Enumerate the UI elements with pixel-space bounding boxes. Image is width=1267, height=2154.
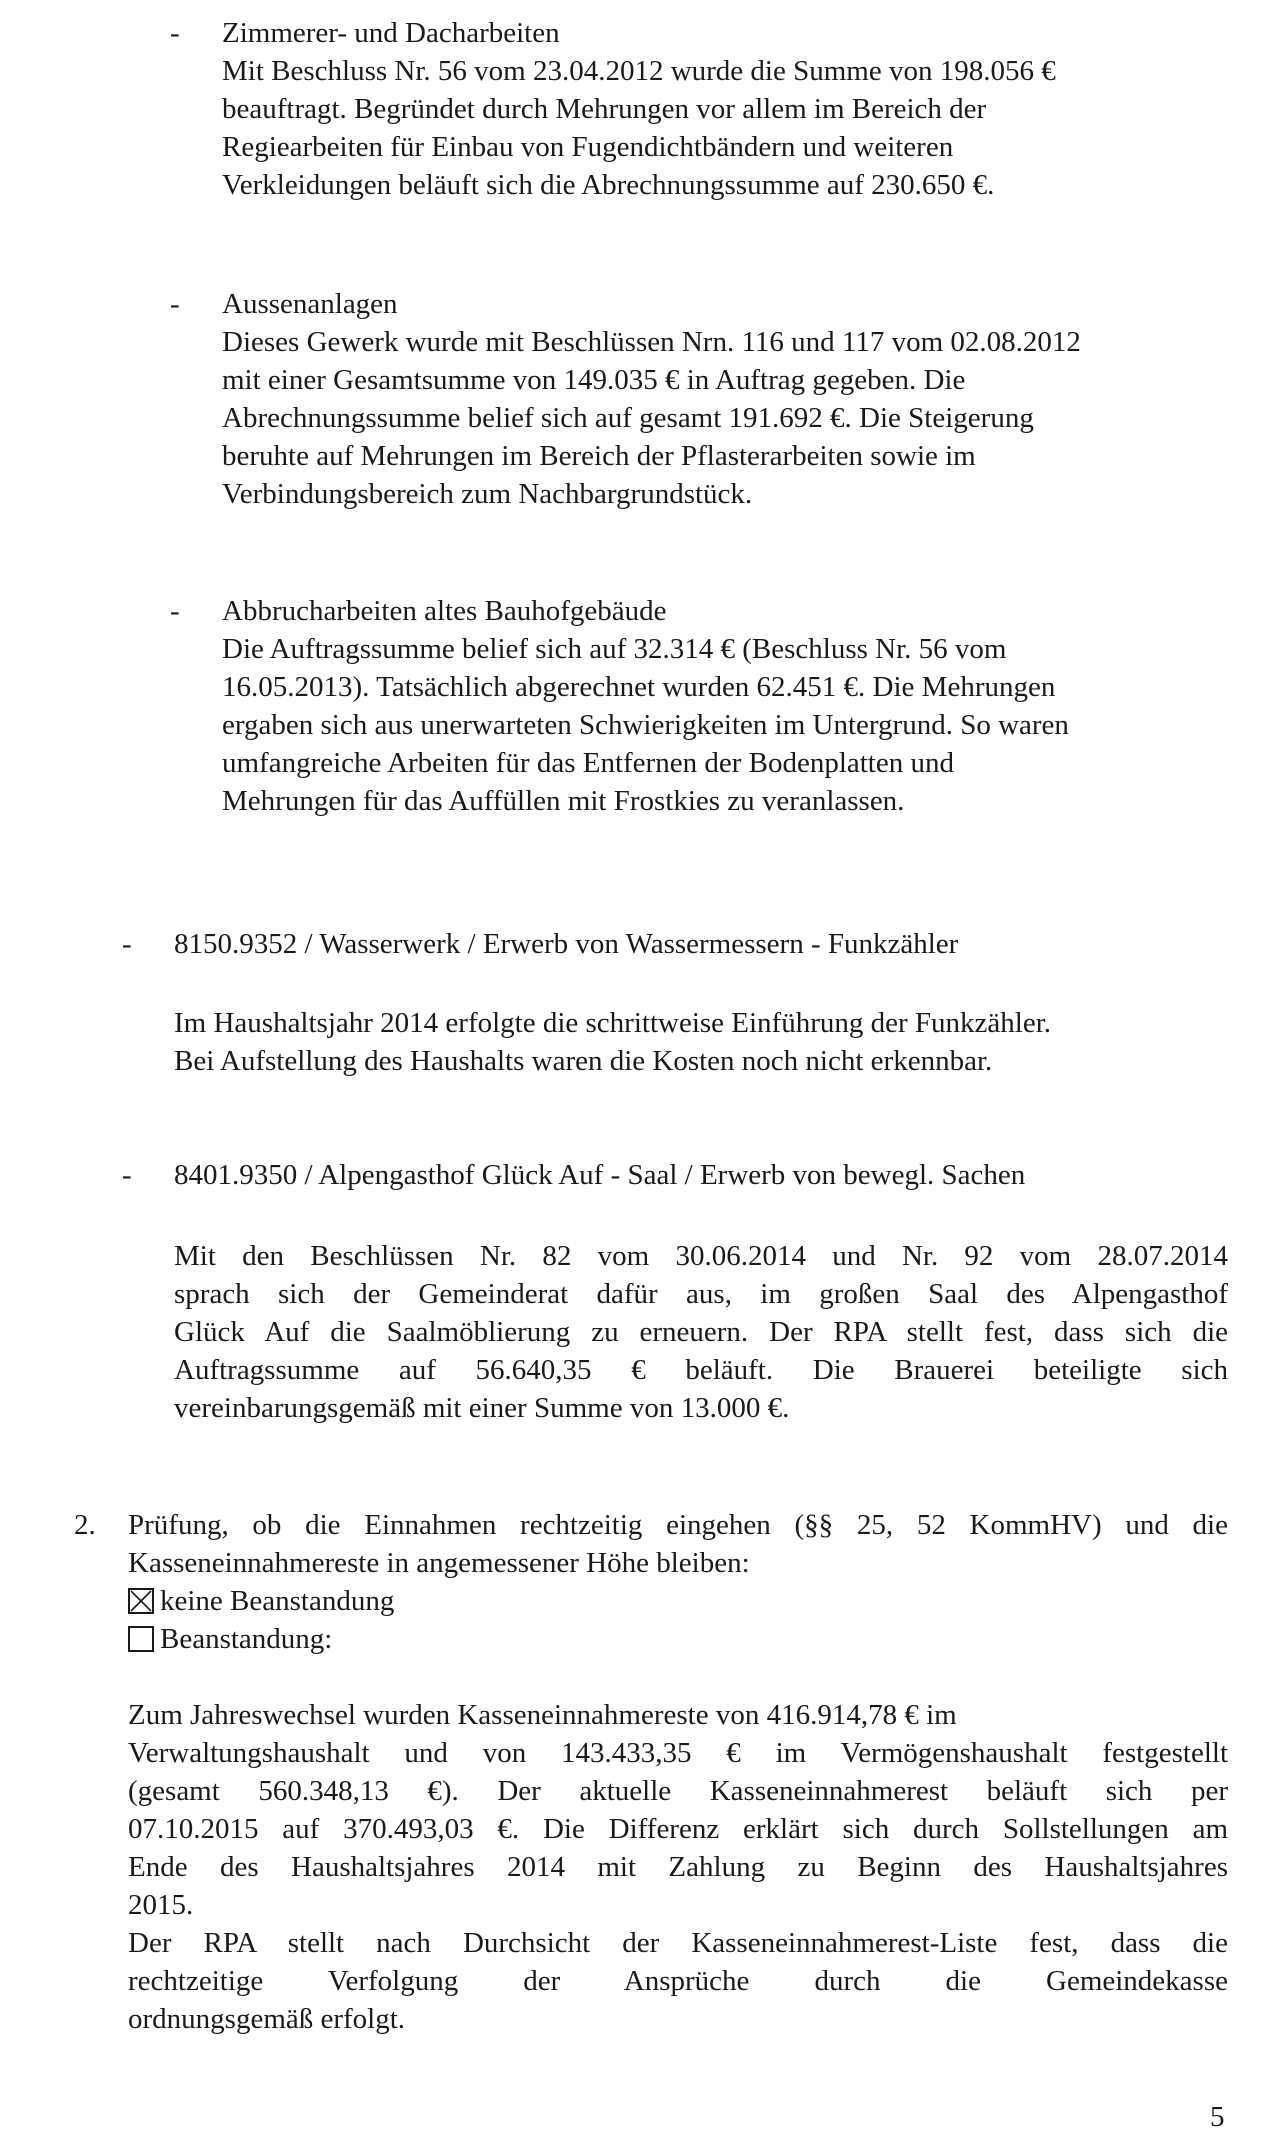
item-abbrucharbeiten xyxy=(222,592,1192,820)
text-line: Abrechnungssumme belief sich auf gesamt 191.692 €. Die Steigerung xyxy=(222,402,1034,434)
text-line: Prüfung, ob die Einnahmen rechtzeitig eingehen (§§ 25, 52 KommHV) und die xyxy=(128,1509,1228,1541)
text-line: Im Haushaltsjahr 2014 erfolgte die schrittweise Einführung der Funkzähler. xyxy=(174,1007,1052,1039)
option-no-complaint[interactable] xyxy=(128,1582,728,1620)
option-label: Beanstandung: xyxy=(160,1623,333,1655)
text-line: ergaben sich aus unerwarteten Schwierigkeiten im Untergrund. So waren xyxy=(222,709,1069,741)
section-number: 2. xyxy=(74,1509,96,1541)
bullet-dash: - xyxy=(122,1159,132,1191)
item-aussenanlagen xyxy=(222,285,1192,513)
text-line: vereinbarungsgemäß mit einer Summe von 13.000 €. xyxy=(174,1392,790,1424)
section2-paragraph-1 xyxy=(128,1696,1228,1924)
item-wasserwerk-heading xyxy=(174,925,1174,963)
text-line: rechtzeitige Verfolgung der Ansprüche durch die Gemeindekasse xyxy=(128,1965,1228,1997)
option-complaint[interactable] xyxy=(128,1620,728,1658)
text-line: 2015. xyxy=(128,1889,194,1921)
item-title: Zimmerer- und Dacharbeiten xyxy=(222,17,560,49)
item-title: Aussenanlagen xyxy=(222,288,398,320)
item-alpengasthof-heading xyxy=(174,1156,1224,1194)
option-label: keine Beanstandung xyxy=(160,1585,395,1617)
bullet-dash: - xyxy=(170,17,180,49)
text-line: 07.10.2015 auf 370.493,03 €. Die Differenz erklärt sich durch Sollstellungen am xyxy=(128,1813,1228,1845)
text-line: Verwaltungshaushalt und von 143.433,35 € im Vermögenshaushalt festgestellt xyxy=(128,1737,1228,1769)
section2-paragraph-2 xyxy=(128,1924,1228,2038)
text-line: Kasseneinnahmereste in angemessener Höhe bleiben: xyxy=(128,1547,750,1579)
text-line: mit einer Gesamtsumme von 149.035 € in Auftrag gegeben. Die xyxy=(222,364,966,396)
text-line: Die Auftragssumme belief sich auf 32.314 € (Beschluss Nr. 56 vom xyxy=(222,633,1007,665)
item-zimmerer xyxy=(222,14,1172,204)
text-line: Dieses Gewerk wurde mit Beschlüssen Nrn. 116 und 117 vom 02.08.2012 xyxy=(222,326,1081,358)
section2-question xyxy=(128,1506,1228,1582)
text-line: sprach sich der Gemeinderat dafür aus, im großen Saal des Alpengasthof xyxy=(174,1278,1228,1310)
item-title: Abbrucharbeiten altes Bauhofgebäude xyxy=(222,595,667,627)
text-line: beauftragt. Begründet durch Mehrungen vor allem im Bereich der xyxy=(222,93,987,125)
text-line: 16.05.2013). Tatsächlich abgerechnet wurden 62.451 €. Die Mehrungen xyxy=(222,671,1056,703)
text-line: Mit Beschluss Nr. 56 vom 23.04.2012 wurde die Summe von 198.056 € xyxy=(222,55,1056,87)
text-line: Auftragssumme auf 56.640,35 € beläuft. Die Brauerei beteiligte sich xyxy=(174,1354,1228,1386)
text-line: Mehrungen für das Auffüllen mit Frostkies zu veranlassen. xyxy=(222,785,905,817)
text-line: Zum Jahreswechsel wurden Kasseneinnahmereste von 416.914,78 € im xyxy=(128,1699,957,1731)
checkbox-unchecked[interactable] xyxy=(128,1626,154,1652)
text-line: Ende des Haushaltsjahres 2014 mit Zahlung zu Beginn des Haushaltsjahres xyxy=(128,1851,1228,1883)
checkmark-x-icon xyxy=(130,1590,152,1612)
text-line: Verbindungsbereich zum Nachbargrundstück. xyxy=(222,478,753,510)
bullet-dash: - xyxy=(170,288,180,320)
text-line: ordnungsgemäß erfolgt. xyxy=(128,2003,406,2035)
text-line: Bei Aufstellung des Haushalts waren die Kosten noch nicht erkennbar. xyxy=(174,1045,993,1077)
page-number: 5 xyxy=(1210,2101,1225,2133)
bullet-dash: - xyxy=(170,595,180,627)
text-line: Der RPA stellt nach Durchsicht der Kasseneinnahmerest-Liste fest, dass die xyxy=(128,1927,1228,1959)
text-line: umfangreiche Arbeiten für das Entfernen der Bodenplatten und xyxy=(222,747,954,779)
item-alpengasthof-text xyxy=(174,1237,1228,1427)
text-line: (gesamt 560.348,13 €). Der aktuelle Kasseneinnahmerest beläuft sich per xyxy=(128,1775,1228,1807)
bullet-dash: - xyxy=(122,928,132,960)
account-heading: 8401.9350 / Alpengasthof Glück Auf - Saal / Erwerb von bewegl. Sachen xyxy=(174,1159,1026,1191)
text-line: Regiearbeiten für Einbau von Fugendichtbändern und weiteren xyxy=(222,131,954,163)
checkbox-checked[interactable] xyxy=(128,1588,154,1614)
text-line: Glück Auf die Saalmöblierung zu erneuern. Der RPA stellt fest, dass sich die xyxy=(174,1316,1228,1348)
text-line: beruhte auf Mehrungen im Bereich der Pflasterarbeiten sowie im xyxy=(222,440,976,472)
text-line: Verkleidungen beläuft sich die Abrechnungssumme auf 230.650 €. xyxy=(222,169,995,201)
text-line: Mit den Beschlüssen Nr. 82 vom 30.06.2014 und Nr. 92 vom 28.07.2014 xyxy=(174,1240,1228,1272)
account-heading: 8150.9352 / Wasserwerk / Erwerb von Wassermessern - Funkzähler xyxy=(174,928,959,960)
item-wasserwerk-text xyxy=(174,1004,1234,1080)
